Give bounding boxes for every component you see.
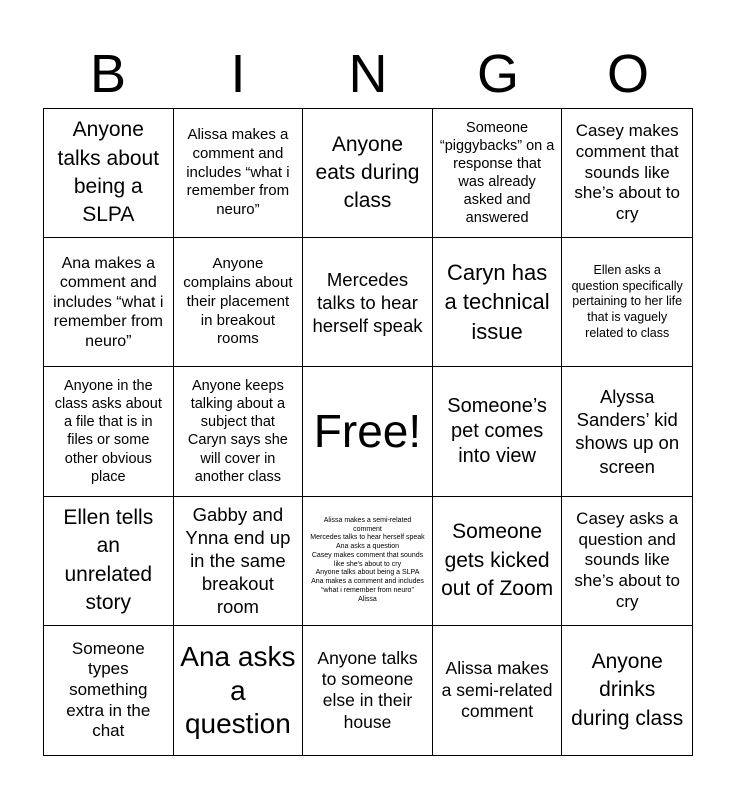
bingo-cell-r1c4[interactable]: Someone “piggybacks” on a response that was already asked and answered (433, 109, 563, 238)
bingo-cell-r4c2[interactable]: Gabby and Ynna end up in the same breakout room (174, 497, 304, 626)
bingo-cell-r5c3[interactable]: Anyone talks to someone else in their house (303, 626, 433, 755)
bingo-cell-r4c3[interactable]: Alissa makes a semi-related comment Mercedes talks to hear herself speak Ana asks a question Casey makes comment that sounds like she’s about to cry Anyone talks about being a SLPA Ana makes a comment and includes “what i remember from neuro” Alissa (303, 497, 433, 626)
bingo-grid (43, 108, 693, 756)
bingo-cell-r2c3[interactable]: Mercedes talks to hear herself speak (303, 238, 433, 367)
bingo-header (43, 42, 693, 106)
bingo-cell-r2c2[interactable]: Anyone complains about their placement in breakout rooms (174, 238, 304, 367)
bingo-cell-r2c4[interactable]: Caryn has a technical issue (433, 238, 563, 367)
header-letter-b: B (89, 44, 127, 104)
header-letter-o: O (606, 44, 649, 104)
bingo-cell-r1c5[interactable]: Casey makes comment that sounds like she’s about to cry (562, 109, 692, 238)
header-letter-i: I (230, 44, 246, 104)
bingo-cell-r4c1[interactable]: Ellen tells an unrelated story (44, 497, 174, 626)
bingo-cell-r5c2[interactable]: Ana asks a question (174, 626, 304, 755)
header-letter-n: N (348, 44, 388, 104)
bingo-cell-r3c5[interactable]: Alyssa Sanders’ kid shows up on screen (562, 367, 692, 496)
bingo-cell-r2c1[interactable]: Ana makes a comment and includes “what i remember from neuro” (44, 238, 174, 367)
bingo-cell-r5c4[interactable]: Alissa makes a semi-related comment (433, 626, 563, 755)
bingo-cell-r5c1[interactable]: Someone types something extra in the chat (44, 626, 174, 755)
bingo-cell-r3c1[interactable]: Anyone in the class asks about a file that is in files or some other obvious place (44, 367, 174, 496)
bingo-cell-r3c2[interactable]: Anyone keeps talking about a subject that Caryn says she will cover in another class (174, 367, 304, 496)
bingo-cell-r4c4[interactable]: Someone gets kicked out of Zoom (433, 497, 563, 626)
bingo-cell-r1c1[interactable]: Anyone talks about being a SLPA (44, 109, 174, 238)
header-letter-g: G (476, 44, 519, 104)
bingo-cell-r4c5[interactable]: Casey asks a question and sounds like she’s about to cry (562, 497, 692, 626)
bingo-cell-r1c3[interactable]: Anyone eats during class (303, 109, 433, 238)
bingo-cell-free[interactable]: Free! (303, 367, 433, 496)
bingo-cell-r3c4[interactable]: Someone’s pet comes into view (433, 367, 563, 496)
bingo-cell-r2c5[interactable]: Ellen asks a question specifically pertaining to her life that is vaguely related to class (562, 238, 692, 367)
bingo-cell-r5c5[interactable]: Anyone drinks during class (571, 649, 684, 730)
bingo-cell-r1c2[interactable]: Alissa makes a comment and includes “what i remember from neuro” (174, 109, 304, 238)
